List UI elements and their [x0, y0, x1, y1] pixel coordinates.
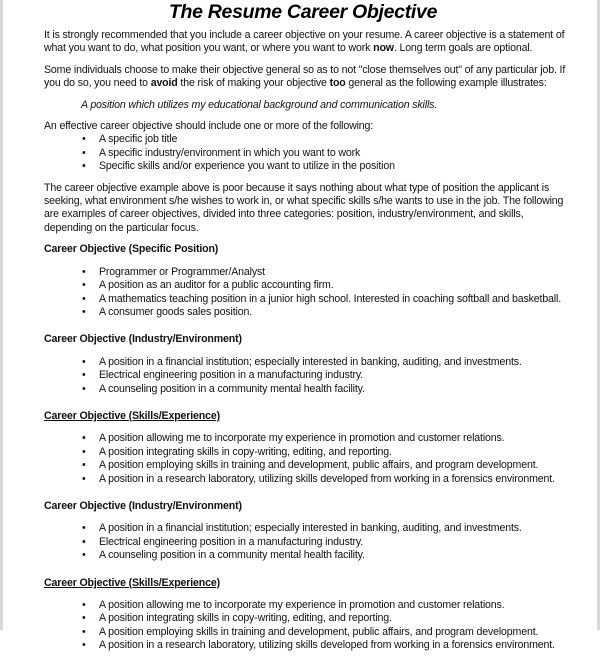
- list-item: [44, 383, 574, 396]
- list-item: [44, 446, 574, 459]
- list-item: [44, 293, 574, 306]
- bullet-icon: •: [82, 549, 86, 562]
- list-item: [44, 147, 574, 160]
- list-item-text: A specific job title: [99, 133, 178, 146]
- intro-text: It is strongly recommended that you include a career objective on your resume. A career objective is a statement of what you want to do, what position you want, or where you want to work: [44, 29, 565, 55]
- list-item: [44, 432, 574, 445]
- list-item-text: A specific industry/environment in which you want to work: [99, 146, 361, 159]
- bullet-icon: •: [82, 292, 86, 305]
- section-heading-specific-position: Career Objective (Specific Position): [44, 243, 219, 256]
- list-item: [44, 549, 574, 562]
- emphasis-avoid: avoid: [150, 77, 178, 90]
- list-item: [44, 369, 574, 382]
- list-item: [44, 639, 574, 652]
- list-item: [44, 626, 574, 639]
- bullet-icon: •: [82, 472, 86, 485]
- list-item-text: A position in a research laboratory, utilizing skills developed from working in a forensics environment.: [99, 639, 555, 652]
- list-item-text: A counseling position in a community mental health facility.: [99, 382, 365, 395]
- list-item-text: A position allowing me to incorporate my experience in promotion and customer relations.: [99, 599, 505, 611]
- bullet-icon: •: [82, 355, 86, 368]
- explanation-paragraph: The career objective example above is poor because it says nothing about what type of position the applicant is seeking, what environment s/he wishes to work in, or what specific skills s/he wants to use in the job. The following are examples of career objectives, divided into three categories: position, industry/environment, and skills, depending on the particular focus.: [44, 181, 564, 234]
- bullet-icon: •: [82, 535, 86, 548]
- section-list-skills-experience-repeat: [44, 599, 574, 653]
- bullet-icon: •: [82, 612, 86, 625]
- intro-text: general as the following example illustrates:: [345, 77, 547, 90]
- list-item: [44, 279, 574, 292]
- bullet-icon: •: [82, 445, 86, 458]
- list-item-text: A position in a research laboratory, utilizing skills developed from working in a forensics environment.: [99, 472, 555, 485]
- effective-intro: An effective career objective should include one or more of the following:: [44, 120, 374, 133]
- bullet-icon: •: [82, 432, 86, 445]
- intro-paragraph-2: [44, 64, 574, 91]
- list-item: [44, 459, 574, 472]
- list-item: [44, 522, 574, 535]
- list-item-text: A consumer goods sales position.: [99, 305, 253, 318]
- list-item-text: Electrical engineering position in a manufacturing industry.: [99, 535, 364, 548]
- effective-list: [44, 133, 574, 173]
- section-heading-industry-environment-repeat: Career Objective (Industry/Environment): [44, 499, 242, 512]
- section-heading-skills-experience: Career Objective (Skills/Experience): [44, 409, 220, 422]
- list-item-text: Electrical engineering position in a manufacturing industry.: [99, 369, 364, 382]
- bullet-icon: •: [82, 625, 86, 638]
- bullet-icon: •: [82, 459, 86, 472]
- list-item-text: A position employing skills in training and development, public affairs, and program development.: [99, 625, 539, 638]
- bullet-icon: •: [82, 146, 86, 159]
- bullet-icon: •: [82, 265, 86, 278]
- example-quote: A position which utilizes my educational background and communication skills.: [81, 98, 438, 111]
- list-item-text: A mathematics teaching position in a junior high school. Interested in coaching softball and basketball.: [99, 292, 561, 305]
- list-item-text: A position in a financial institution; especially interested in banking, auditing, and investments.: [99, 522, 522, 535]
- section-list-skills-experience: [44, 432, 574, 486]
- intro-text: . Long term goals are optional.: [393, 42, 533, 55]
- list-item: [44, 306, 574, 319]
- bullet-icon: •: [82, 279, 86, 292]
- list-item: [44, 160, 574, 173]
- section-list-industry-environment-repeat: [44, 522, 574, 562]
- list-item: [44, 133, 574, 146]
- list-item-text: A position allowing me to incorporate my experience in promotion and customer relations.: [99, 432, 505, 445]
- bullet-icon: •: [82, 599, 86, 611]
- list-item-text: A position employing skills in training and development, public affairs, and program development.: [99, 459, 539, 472]
- intro-paragraph-1: [44, 29, 574, 56]
- bullet-icon: •: [82, 369, 86, 382]
- list-item-text: Programmer or Programmer/Analyst: [99, 265, 265, 278]
- list-item-text: Specific skills and/or experience you want to utilize in the position: [99, 160, 395, 173]
- intro-text: the risk of making your objective: [177, 77, 330, 90]
- bullet-icon: •: [82, 382, 86, 395]
- list-item: [44, 599, 574, 612]
- list-item-text: A counseling position in a community mental health facility.: [99, 549, 365, 562]
- intro-text: Some individuals choose to make their objective general so as to not "close themselves out" of any particular job. If you do so, you need to: [44, 63, 566, 90]
- list-item: [44, 612, 574, 625]
- list-item: [44, 536, 574, 549]
- bullet-icon: •: [82, 639, 86, 652]
- list-item-text: A position integrating skills in copy-writing, editing, and reporting.: [99, 612, 392, 625]
- list-item: [44, 356, 574, 369]
- bullet-icon: •: [82, 133, 86, 146]
- document-page: [44, 0, 574, 661]
- bullet-icon: •: [82, 522, 86, 535]
- bullet-icon: •: [82, 305, 86, 318]
- list-item: [44, 473, 574, 486]
- document-title: The Resume Career Objective: [168, 1, 438, 23]
- list-item-text: A position integrating skills in copy-writing, editing, and reporting.: [99, 445, 392, 458]
- list-item: [44, 266, 574, 279]
- emphasis-now: now: [373, 42, 394, 55]
- section-heading-industry-environment: Career Objective (Industry/Environment): [44, 333, 242, 346]
- bullet-icon: •: [82, 160, 86, 173]
- section-list-industry-environment: [44, 356, 574, 396]
- list-item-text: A position as an auditor for a public accounting firm.: [99, 279, 334, 292]
- list-item-text: A position in a financial institution; especially interested in banking, auditing, and investments.: [99, 355, 522, 368]
- emphasis-too: too: [329, 77, 346, 90]
- section-list-specific-position: [44, 266, 574, 320]
- section-heading-skills-experience-repeat: Career Objective (Skills/Experience): [44, 576, 220, 589]
